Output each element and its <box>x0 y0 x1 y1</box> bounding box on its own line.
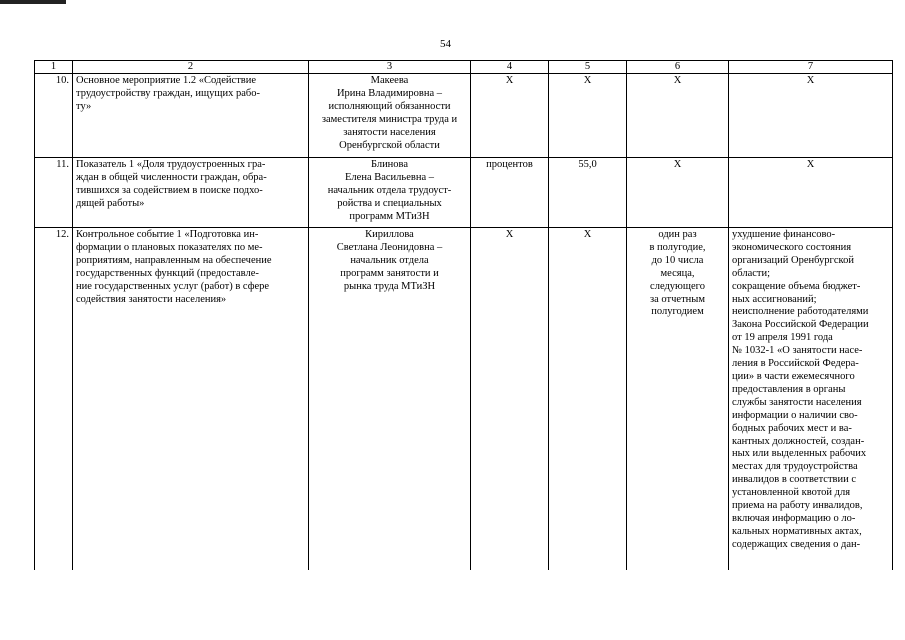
column-number: 2 <box>73 61 309 74</box>
row-number-cell: 11. <box>35 158 73 228</box>
column-number: 4 <box>471 61 549 74</box>
header-row <box>35 61 893 74</box>
activity-name-cell: Показатель 1 «Доля трудоустроенных гра- ждан в общей численности граждан, обра- тившихся за содействием в поиске подхо- дящей работы» <box>73 158 309 228</box>
page-number: 54 <box>440 38 451 50</box>
responsible-cell: Макеева Ирина Владимировна – исполняющий обязанности заместителя министра труда и занятости населения Оренбургской области <box>309 74 471 158</box>
column-number: 3 <box>309 61 471 74</box>
corner-mark <box>0 0 66 4</box>
column-number: 1 <box>35 61 73 74</box>
risks-cell: Х <box>729 158 893 228</box>
value-cell: 55,0 <box>549 158 627 228</box>
responsible-cell: Блинова Елена Васильевна – начальник отдела трудоуст- ройства и специальных программ МТиЗН <box>309 158 471 228</box>
column-number: 6 <box>627 61 729 74</box>
unit-cell: Х <box>471 74 549 158</box>
unit-cell: процентов <box>471 158 549 228</box>
activity-name-cell: Контрольное событие 1 «Подготовка ин- формации о плановых показателях по ме- роприятиям, направленным на обеспечение государственных функций (предоставле- ние государственных услуг (работ) в сфере содействия занятости населения» <box>73 228 309 570</box>
risks-cell: ухудшение финансово- экономического состояния организаций Оренбургской области; сокращение объема бюджет- ных ассигнований; неисполнение работодателями Закона Российской Федерации от 19 апреля 1991 года № 1032-1 «О занятости насе- ления в Российской Федера- ции» в части ежемесячного предоставления в органы службы занятости населения информации о наличии сво- бодных рабочих мест и ва- кантных должностей, создан- ных или выделенных рабочих местах для трудоустройства инвалидов в соответствии с установленной квотой для приема на работу инвалидов, включая информацию о ло- кальных нормативных актах, содержащих сведения о дан- <box>729 228 893 570</box>
risks-cell: Х <box>729 74 893 158</box>
row-number-cell: 10. <box>35 74 73 158</box>
responsible-cell: Кириллова Светлана Леонидовна – начальник отдела программ занятости и рынка труда МТиЗН <box>309 228 471 570</box>
unit-cell: Х <box>471 228 549 570</box>
deadline-cell: Х <box>627 74 729 158</box>
deadline-cell: один раз в полугодие, до 10 числа месяца, следующего за отчетным полугодием <box>627 228 729 570</box>
table-row <box>35 74 893 158</box>
value-cell: Х <box>549 74 627 158</box>
value-cell: Х <box>549 228 627 570</box>
column-number: 5 <box>549 61 627 74</box>
deadline-cell: Х <box>627 158 729 228</box>
activity-name-cell: Основное мероприятие 1.2 «Содействие трудоустройству граждан, ищущих рабо- ту» <box>73 74 309 158</box>
row-number-cell: 12. <box>35 228 73 570</box>
table-row <box>35 228 893 570</box>
table-row <box>35 158 893 228</box>
main-table <box>34 60 893 570</box>
column-number: 7 <box>729 61 893 74</box>
